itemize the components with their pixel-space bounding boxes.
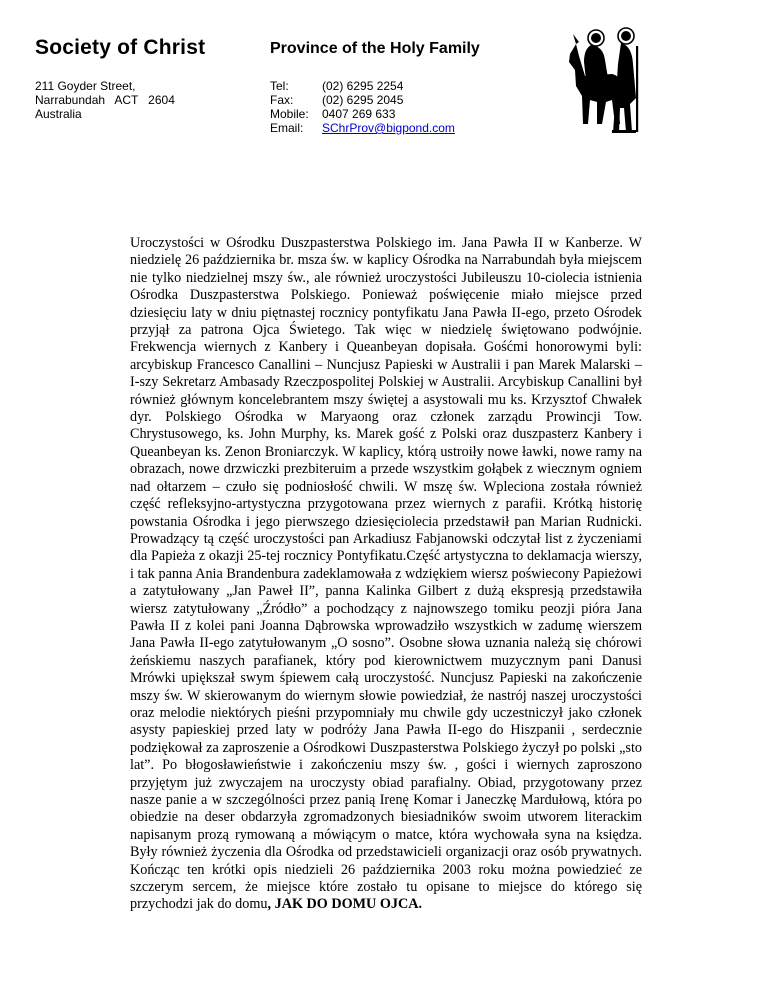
address-line: Australia: [35, 107, 82, 121]
holy-family-flight-icon: [566, 24, 658, 136]
email-link[interactable]: SChrProv@bigpond.com: [322, 121, 455, 135]
contact-row-tel: [270, 79, 455, 93]
article-closing: , JAK DO DOMU OJCA.: [267, 896, 422, 913]
article-text: Uroczystości w Ośrodku Duszpasterstwa Polskiego im. Jana Pawła II w Kanberze. W niedzielę 26 października br. msza św. w kaplicy Ośrodka na Narrabundah była miejscem nie tylko niedzielnej mszy św., ale również uroczystości Jubileuszu 10-ciolecia istnienia Ośrodka Duszpasterstwa Polskiego. Ponieważ poświęcenie miało miejsce przed dziesięciu laty w dniu piętnastej rocznicy pontyfikatu Jana Pawła II-ego, przeto Ośrodek przyjął za patrona Ojca Świetego. Tak więc w niedzielę świętowano podwójnie. Frekwencja wiernych z Kanbery i Queanbeyan dopisała. Gośćmi honorowymi byli: arcybiskup Francesco Canallini – Nuncjusz Papieski w Australii i pan Marek Malarski – I-szy Sekretarz Ambasady Rzeczpospolitej Polskiej w Australii. Arcybiskup Canallini był również głównym koncelebrantem mszy świętej a asystowali mu ks. Krzysztof Chwałek dyr. Polskiego Ośrodka w Maryaong oraz członek zarządu Prowincji Tow. Chrystusowego, ks. John Murphy, ks. Marek gość z Polski oraz duszpasterz Kanbery i Queanbeyan ks. Zenon Broniarczyk. W kaplicy, którą ustroiły nowe ławki, nowe ramy na obrazach, nowe drzwiczki prezbiteruim a przede wszystkim gołąbek z wiecznym ogniem nad ołtarzem – czuło się podniosłość chwili. W mszę św. Wpleciona została również część refleksyjno-artystyczna przygotowana przez wiernych z parafii. Krótką historię powstania Ośrodka i jego pierwszego dziesięciolecia przedstawił pan Marian Rudnicki. Prowadzący tą część uroczystości pan Arkadiusz Fabjanowski odczytał list z życzeniami dla Papieża z okazji 25-tej rocznicy Pontyfikatu.Część artystyczna to deklamacja wierszy, i tak panna Ania Brandenbura zadeklamowała z wdziękiem wiersz poświecony Papieżowi a zatytułowany „Jan Paweł II”, panna Kalinka Gilbert z dużą ekspresją przedstawiła wiersz zatytułowany „Źródło” a pochodzący z najnowszego tomiku peozji pióra Jana Pawła II z kolei pani Joanna Dąbrowska wprowadziło wszystkich w zadumę wierszem Jana Pawła II-ego zatytułowanym „O sosno”. Osobne słowa uznania należą się chórowi żeńskiemu naszych parafianek, który pod kierownictwem muzycznym pani Danusi Mrówki upiększał swym śpiewem całą uroczystość. Nuncjusz Papieski na zakończenie mszy św. W skierowanym do wiernym słowie powiedział, że nastrój naszej uroczystości oraz melodie niektórych pieśni przypomniały mu chwile gdy uczestniczył jako członek asysty papieskiej przed laty w podróży Jana Pawła II-ego do Hiszpanii , serdecznie podziękował za zaproszenie a Ośrodkowi Duszpasterstwa Polskiego życzył po polski „sto lat”. Po błogosławieństwie i zakończeniu mszy św. , gości i wiernych zaproszono przyjętym już zwyczajem na uroczysty obiad parafialny. Obiad, przygotowany przez nasze panie a w szczególności przez panią Irenę Komar i Janeczkę Mardułową, która po obiedzie na deser obdarzyła zgromadzonych biesiadników swoim utworem literackim napisanym prozą rymowaną a mówiącym o matce, która wychowała syna na księdza. Były również życzenia dla Ośrodka od przedstawicieli organizacji oraz osób prywatnych. Kończąc ten krótki opis niedzieli 26 października 2003 roku można powiedzieć ze szczerym sercem, że miejsce które zostało tu opisane to miejsce do którego się przychodzi jak do domu: [130, 235, 642, 913]
contact-label: Mobile:: [270, 107, 309, 121]
contact-row-email: [270, 121, 455, 135]
province-name: Province of the Holy Family: [270, 40, 480, 57]
postal-address: [35, 79, 175, 121]
address-line: Narrabundah ACT 2604: [35, 93, 175, 107]
mobile-number: 0407 269 633: [322, 107, 396, 121]
phone-number: (02) 6295 2254: [322, 79, 404, 93]
contact-label: Fax:: [270, 93, 294, 107]
contact-row-mobile: [270, 107, 455, 121]
organization-name: Society of Christ: [35, 36, 206, 59]
article-body: [130, 235, 642, 914]
fax-number: (02) 6295 2045: [322, 93, 404, 107]
contact-label: Email:: [270, 121, 304, 135]
contact-row-fax: [270, 93, 455, 107]
contact-details: [270, 79, 455, 135]
address-line: 211 Goyder Street,: [35, 79, 136, 93]
contact-label: Tel:: [270, 79, 289, 93]
